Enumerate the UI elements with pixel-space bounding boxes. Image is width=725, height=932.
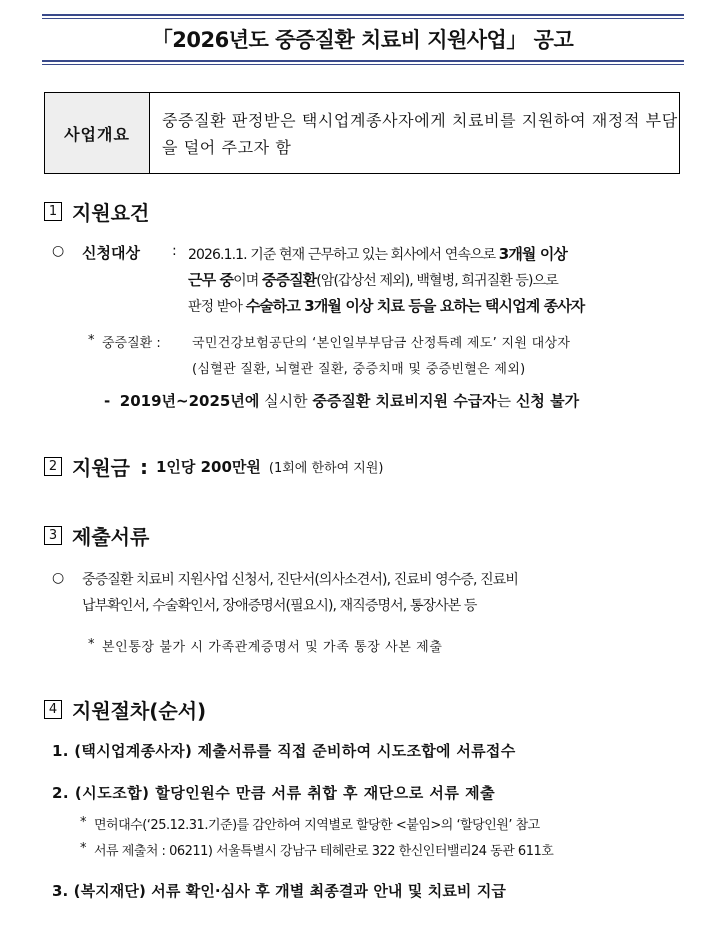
eligibility-text: 판정 받아: [188, 299, 246, 315]
exclusion-line: [104, 390, 579, 411]
section-1-title: 지원요건: [72, 201, 150, 225]
exclusion-text: 는: [496, 392, 516, 410]
title-bottom-rule: [42, 60, 684, 62]
section-1-bullet: ○: [52, 243, 65, 259]
eligibility-text: (암(갑상선 제외), 백혈병, 희귀질환 등)으로: [316, 273, 558, 289]
exclusion-emphasis: 2019년~2025년에: [119, 392, 260, 410]
procedure-step-1: 1. (택시업계종사자) 제출서류를 직접 준비하여 시도조합에 서류접수: [52, 742, 516, 760]
title-top-rule-thin: [42, 18, 684, 19]
documents-note: 본인통장 불가 시 가족관계증명서 및 가족 통장 사본 제출: [102, 640, 443, 655]
documents-line-1: 중증질환 치료비 지원사업 신청서, 진단서(의사소견서), 진료비 영수증, 진료비: [82, 572, 518, 588]
step-2-note-star: *: [80, 841, 87, 856]
section-4-title: 지원절차(순서): [72, 699, 207, 723]
section-4-heading: [44, 695, 206, 724]
section-1-heading: [44, 197, 149, 226]
section-2-colon: :: [139, 454, 148, 479]
eligibility-line-2: [188, 269, 558, 290]
note-label: 중증질환 :: [102, 336, 161, 351]
documents-line-2: 납부확인서, 수술확인서, 장애증명서(필요시), 재직증명서, 통장사본 등: [82, 598, 477, 614]
eligibility-emphasis: 중증질환: [261, 271, 317, 289]
page-title: 「2026년도 중증질환 치료비 지원사업」 공고: [151, 28, 574, 52]
note-star: *: [88, 333, 95, 348]
eligibility-line-3: [188, 295, 584, 316]
support-note: (1회에 한하여 지원): [268, 461, 384, 476]
eligibility-emphasis: 3개월 이상: [498, 245, 568, 263]
section-3-number: 3: [44, 526, 62, 545]
section-1-number: 1: [44, 202, 62, 221]
section-4-number: 4: [44, 700, 62, 719]
procedure-step-3: 3. (복지재단) 서류 확인·심사 후 개별 최종결과 안내 및 치료비 지급: [52, 882, 507, 900]
eligibility-colon: :: [172, 243, 177, 259]
overview-label: 사업개요: [45, 93, 150, 173]
step-2-note-2: 서류 제출처 : 06211) 서울특별시 강남구 테헤란로 322 한신인터밸리24 동관 611호: [94, 844, 554, 859]
note-line-2: (심혈관 질환, 뇌혈관 질환, 중증치매 및 중증빈혈은 제외): [192, 362, 526, 377]
procedure-step-2: 2. (시도조합) 할당인원수 만큼 서류 취합 후 재단으로 서류 제출: [52, 784, 496, 802]
eligibility-label: 신청대상: [82, 244, 140, 262]
title-top-rule: [42, 14, 684, 16]
section-2-title: 지원금: [72, 456, 130, 480]
section-2-heading: [44, 452, 384, 481]
step-2-note-star: *: [80, 815, 87, 830]
eligibility-emphasis: 수술하고 3개월 이상 치료 등을 요하는 택시업계 종사자: [245, 297, 585, 315]
step-2-note-1: 면허대수(‘25.12.31.기준)를 감안하여 지역별로 할당한 <붙임>의 ‘할당인원’ 참고: [94, 818, 540, 833]
section-2-number: 2: [44, 457, 62, 476]
eligibility-text: 2026.1.1. 기준 현재 근무하고 있는 회사에서 연속으로: [188, 247, 499, 263]
note-line-1: 국민건강보험공단의 ‘본인일부부담금 산정특례 제도’ 지원 대상자: [192, 336, 571, 351]
documents-note-star: *: [88, 637, 95, 652]
eligibility-line-1: [188, 243, 567, 264]
section-3-title: 제출서류: [72, 525, 150, 549]
eligibility-emphasis: 근무 중: [188, 271, 234, 289]
exclusion-text: 실시한: [259, 392, 313, 410]
overview-box: [44, 92, 680, 174]
section-3-bullet: ○: [52, 570, 65, 586]
title-bottom-rule-thin: [42, 64, 684, 65]
exclusion-emphasis: 중증질환 치료비지원 수급자: [312, 392, 497, 410]
exclusion-dash: -: [104, 392, 111, 410]
eligibility-text: 이며: [233, 273, 262, 289]
exclusion-emphasis: 신청 불가: [515, 392, 580, 410]
overview-text: 중증질환 판정받은 택시업계종사자에게 치료비를 지원하여 재정적 부담을 덜어 주고자 함: [162, 111, 678, 157]
support-amount: 1인당 200만원: [155, 458, 261, 476]
section-3-heading: [44, 521, 149, 550]
